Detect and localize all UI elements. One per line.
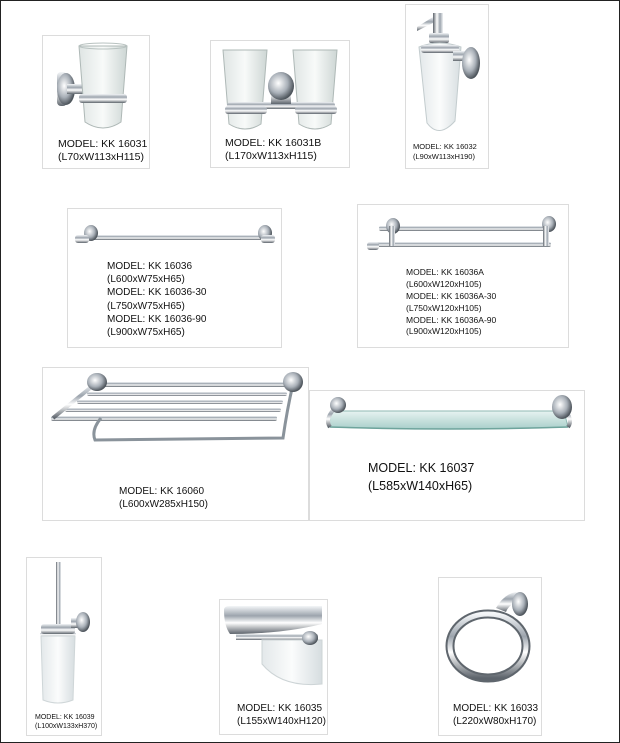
- dimension-line: (L220xW80xH170): [453, 716, 537, 727]
- product-card-toilet-brush: [26, 557, 102, 736]
- model-line: MODEL: KK 16037: [368, 461, 475, 475]
- model-line: MODEL: KK 16036A-30: [406, 290, 497, 301]
- double-tumbler-image: [221, 46, 341, 136]
- product-card-glass-shelf: [309, 390, 585, 521]
- dimension-line: (L750xW75xH65): [107, 300, 185, 312]
- model-line: MODEL: KK 16036: [107, 261, 193, 272]
- dimension-line: (L600xW120xH105): [406, 278, 482, 289]
- product-card-towel-ring: [438, 577, 542, 736]
- towel-rack-image: [47, 370, 305, 446]
- toilet-brush-caption: [35, 713, 97, 731]
- glass-shelf-caption: [368, 460, 474, 495]
- dimension-line: (L900xW120xH105): [406, 326, 482, 337]
- double-tumbler-caption: [225, 137, 321, 164]
- dimension-line: (L70xW113xH115): [58, 151, 144, 164]
- paper-holder-caption: [237, 702, 326, 728]
- soap-dispenser-image: [411, 11, 483, 139]
- product-card-tumbler: [42, 35, 150, 169]
- dimension-line: (L900xW75xH65): [107, 326, 185, 338]
- product-card-double-tumbler: [210, 40, 350, 168]
- tumbler-image: [57, 42, 137, 137]
- dimension-line: (L170xW113xH115): [225, 150, 317, 163]
- model-line: MODEL: KK 16033: [453, 703, 539, 714]
- dimension-line: (L750xW120xH105): [406, 302, 482, 313]
- glass-shelf-image: [318, 393, 580, 433]
- model-line: MODEL: KK 16031: [58, 138, 148, 150]
- model-line: MODEL: KK 16035: [237, 703, 323, 714]
- dimension-line: (L90xW113xH190): [413, 151, 475, 161]
- product-card-soap-dispenser: [405, 4, 489, 169]
- model-line: MODEL: KK 16031B: [225, 137, 322, 149]
- towel-ring-caption: [453, 702, 538, 728]
- model-line: MODEL: KK 16060: [119, 486, 205, 497]
- dimension-line: (L100xW133xH370): [35, 723, 98, 731]
- product-card-double-towel-bar: [357, 204, 569, 348]
- dimension-line: (L585xW140xH65): [368, 478, 473, 493]
- paper-holder-image: [222, 604, 326, 688]
- towel-rack-caption: [119, 485, 208, 511]
- dimension-line: (L155xW140xH120): [237, 716, 326, 727]
- double-towel-bar-image: [367, 214, 559, 252]
- product-card-towel-bar: [67, 208, 282, 348]
- towel-ring-image: [444, 586, 538, 686]
- model-line: MODEL: KK 16036A-90: [406, 314, 497, 325]
- model-line: MODEL: KK 16036-30: [107, 287, 207, 299]
- tumbler-caption: [58, 138, 147, 165]
- model-line: MODEL: KK 16036-90: [107, 313, 207, 325]
- product-card-towel-rack: [42, 367, 309, 521]
- model-line: MODEL: KK 16036A: [406, 267, 484, 277]
- toilet-brush-image: [37, 560, 97, 706]
- product-card-paper-holder: [219, 599, 328, 735]
- model-line: MODEL: KK 16032: [413, 142, 477, 151]
- double-towel-bar-caption: [406, 267, 496, 338]
- dimension-line: (L600xW285xH150): [119, 499, 208, 510]
- dimension-line: (L600xW75xH65): [107, 274, 185, 286]
- soap-dispenser-caption: [413, 142, 477, 161]
- towel-bar-caption: [107, 260, 207, 339]
- towel-bar-image: [75, 223, 275, 247]
- model-line: MODEL: KK 16039: [35, 714, 95, 721]
